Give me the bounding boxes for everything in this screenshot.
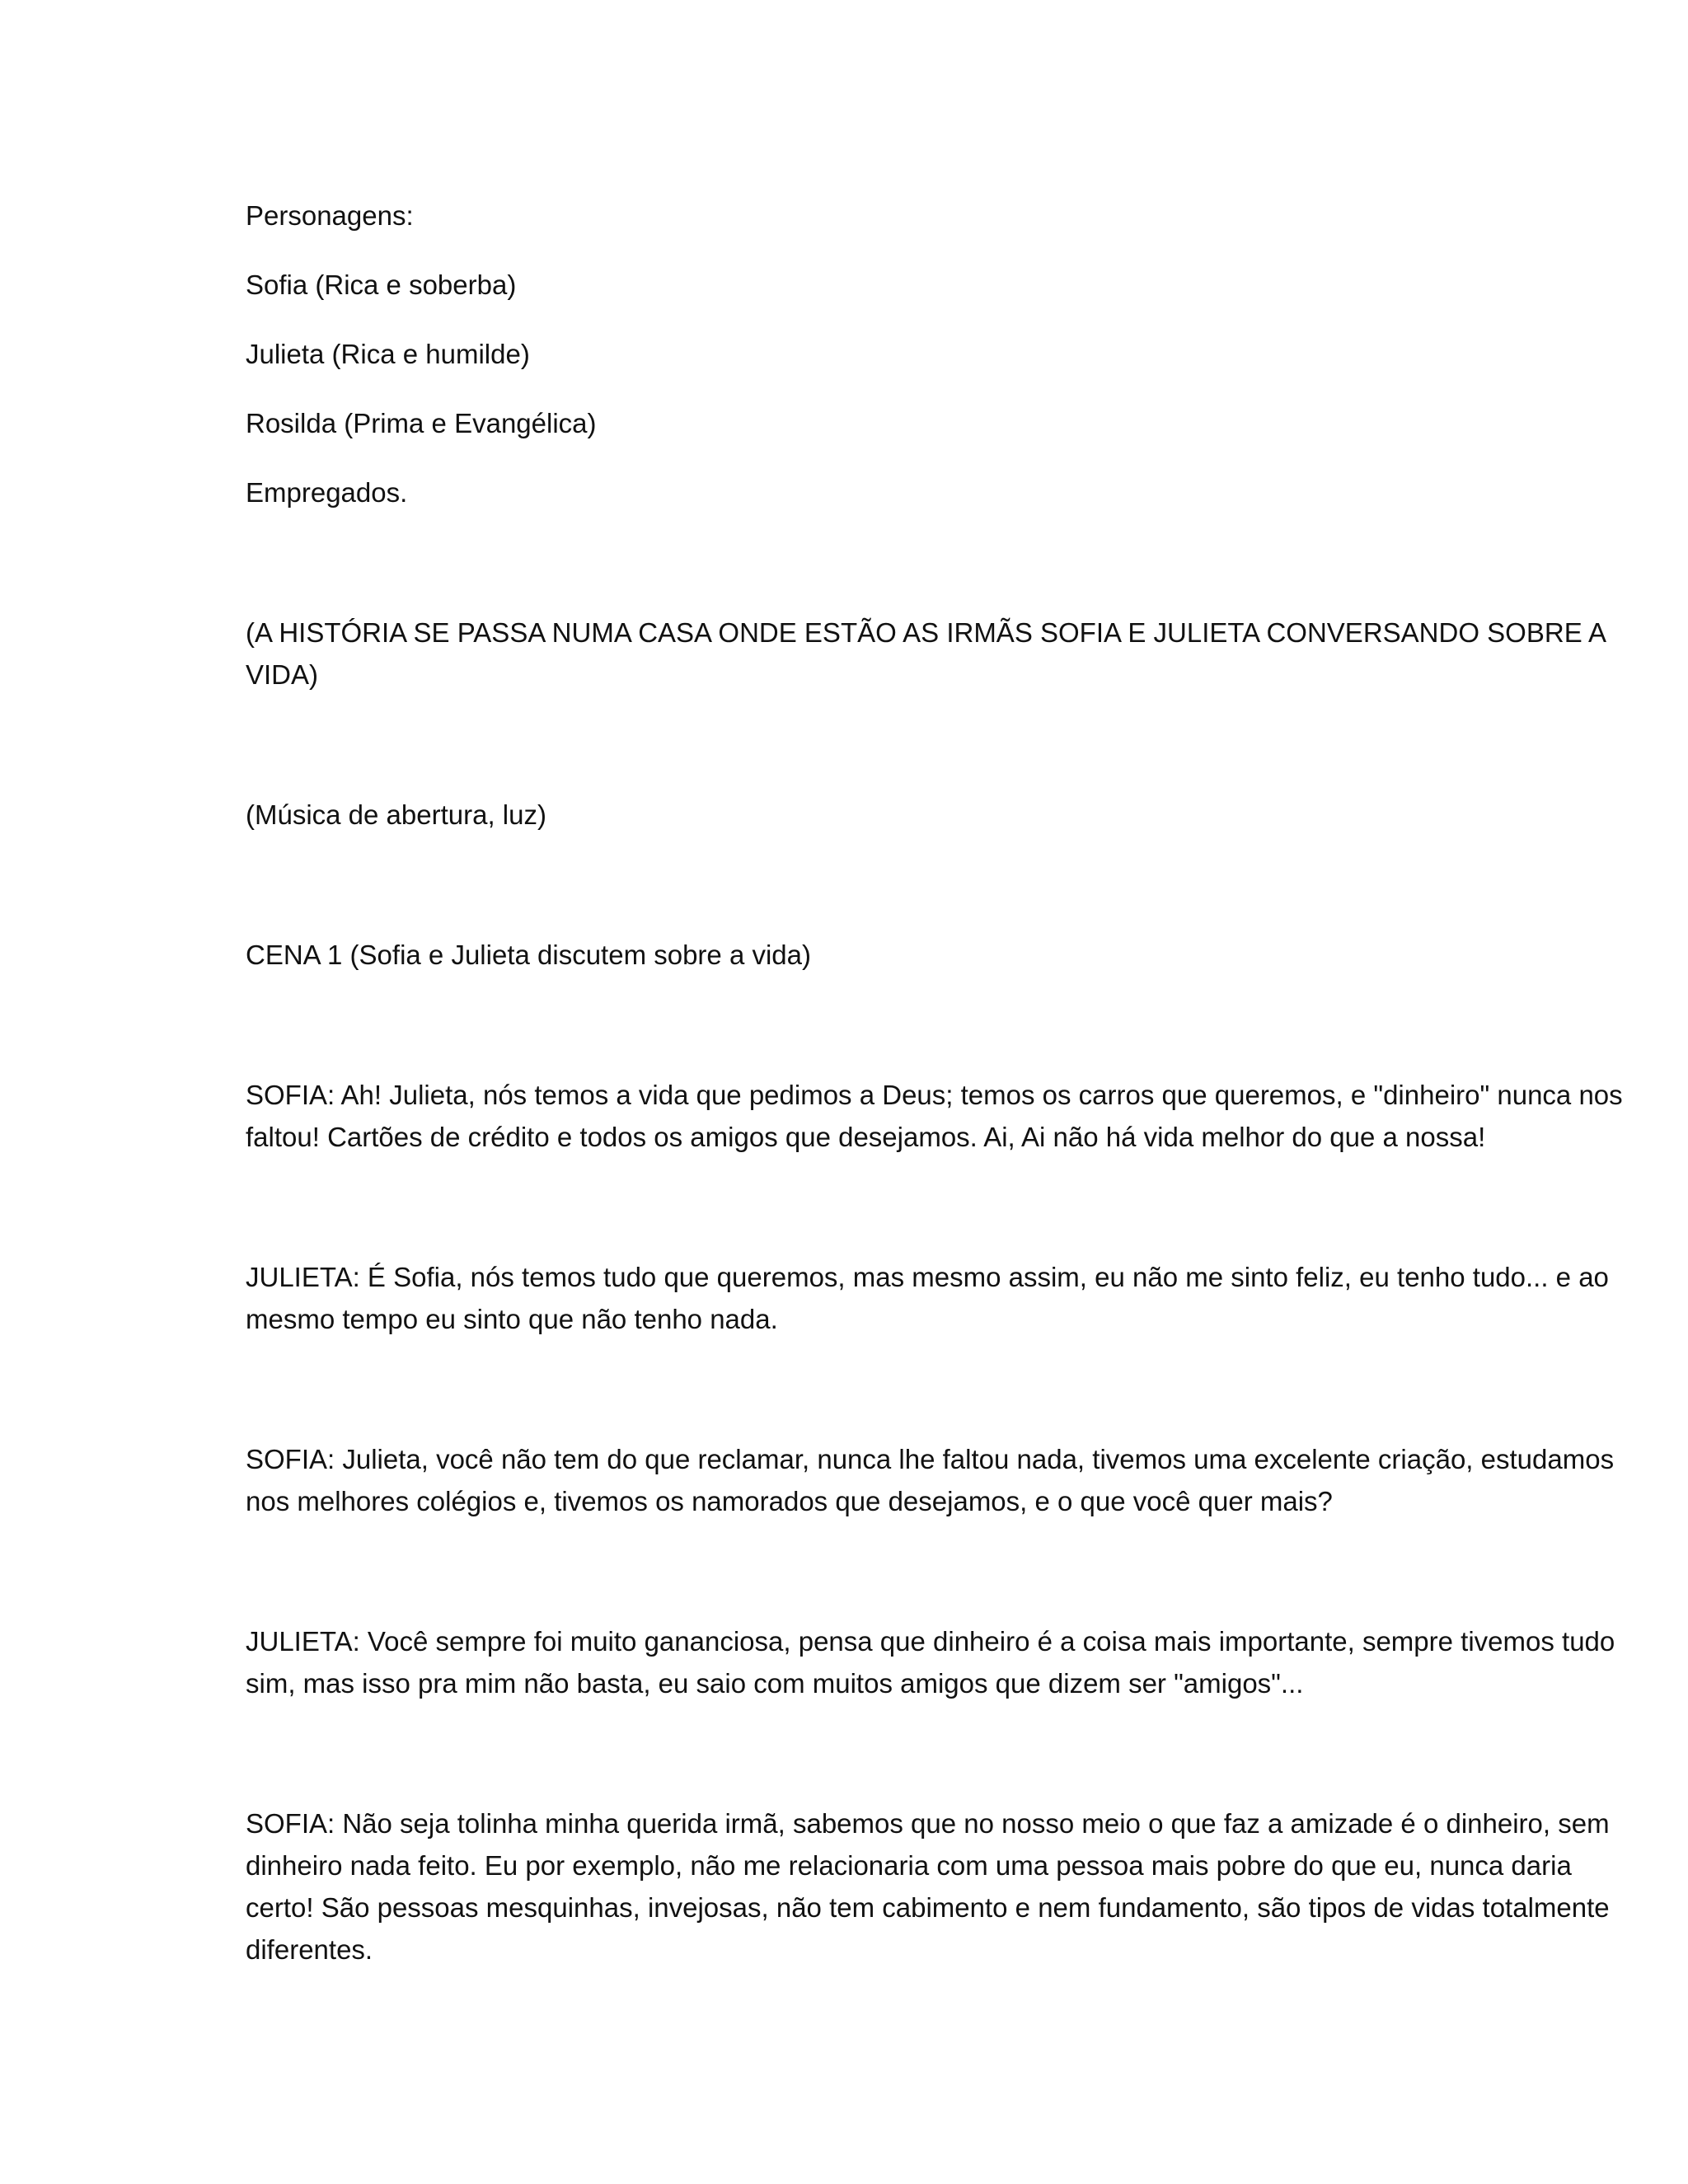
- dialogue-line: SOFIA: Ah! Julieta, nós temos a vida que pedimos a Deus; temos os carros que queremos, e "dinheiro" nunca nos faltou! Cartões de crédito e todos os amigos que desejamos. Ai, Ai não há vida melhor do que a nossa!: [246, 1080, 1623, 1152]
- setting-note: (A HISTÓRIA SE PASSA NUMA CASA ONDE ESTÃO AS IRMÃS SOFIA E JULIETA CONVERSANDO SOBRE A VIDA): [246, 617, 1606, 690]
- scene-title: CENA 1 (Sofia e Julieta discutem sobre a vida): [246, 940, 811, 970]
- dialogue-line: JULIETA: Você sempre foi muito gananciosa, pensa que dinheiro é a coisa mais importante, sempre tivemos tudo sim, mas isso pra mim não basta, eu saio com muitos amigos que dizem ser "amigos"...: [246, 1626, 1615, 1699]
- document-body: [246, 194, 1630, 1971]
- character-rosilda: Rosilda (Prima e Evangélica): [246, 408, 597, 438]
- dialogue-line: SOFIA: Julieta, você não tem do que reclamar, nunca lhe faltou nada, tivemos uma excelente criação, estudamos nos melhores colégios e, tivemos os namorados que desejamos, e o que você quer mais?: [246, 1444, 1615, 1516]
- character-julieta: Julieta (Rica e humilde): [246, 339, 530, 369]
- dialogue-line: SOFIA: Não seja tolinha minha querida irmã, sabemos que no nosso meio o que faz a amizade é o dinheiro, sem dinheiro nada feito. Eu por exemplo, não me relacionaria com uma pessoa mais pobre do que eu, nunca daria certo! São pessoas mesquinhas, invejosas, não tem cabimento e nem fundamento, são tipos de vidas totalmente diferentes.: [246, 1808, 1610, 1965]
- characters-heading: Personagens:: [246, 200, 414, 231]
- character-sofia: Sofia (Rica e soberba): [246, 269, 517, 300]
- dialogue-line: JULIETA: É Sofia, nós temos tudo que queremos, mas mesmo assim, eu não me sinto feliz, eu tenho tudo... e ao mesmo tempo eu sinto que não tenho nada.: [246, 1262, 1609, 1334]
- character-empregados: Empregados.: [246, 477, 408, 508]
- music-note: (Música de abertura, luz): [246, 799, 546, 830]
